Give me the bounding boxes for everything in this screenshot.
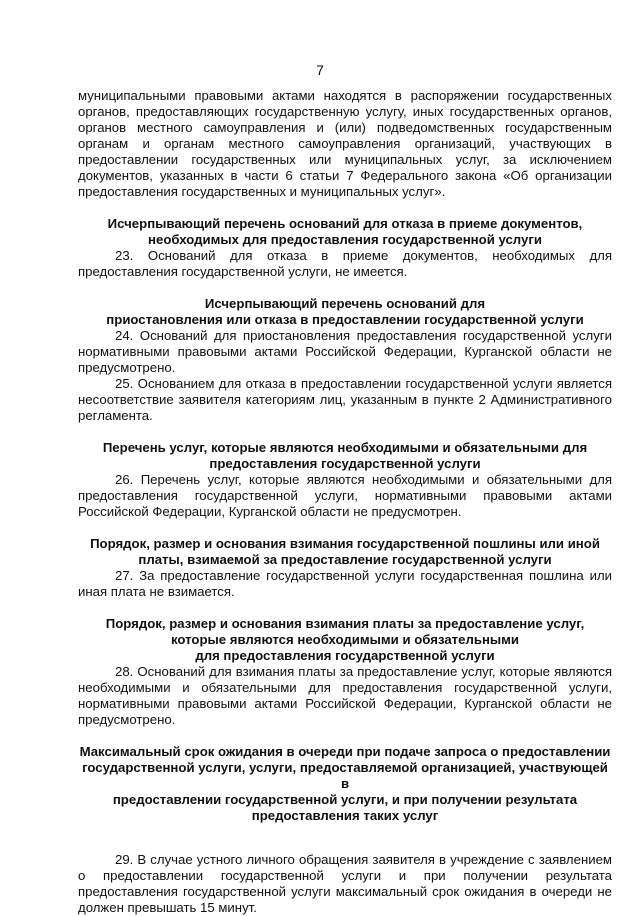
document-body <box>78 88 612 916</box>
paragraph-29: 29. В случае устного личного обращения заявителя в учреждение с заявлением о предоставлении государственной услуги и при получении результата предоставления государственной услуги максимальный срок ожидания в очереди не должен превышать 15 минут. <box>78 852 612 915</box>
paragraph-25: 25. Основанием для отказа в предоставлении государственной услуги является несоответствие заявителя категориям лиц, указанным в пункте 2 Административного регламента. <box>78 376 612 423</box>
paragraph-27: 27. За предоставление государственной услуги государственная пошлина или иная плата не взимается. <box>78 568 612 599</box>
section-heading: Максимальный срок ожидания в очереди при подаче запроса о предоставлении государственной услуги, услуги, предоставляемой организацией, участвующей в предоставлении государственной услуги, и при получении результата предоставления таких услуг <box>79 744 611 823</box>
intro-paragraph: муниципальными правовыми актами находятся в распоряжении государственных органов, предоставляющих государственную услугу, иных государственных органов, органов местного самоуправления и (или) подведомственных государственным органам и органам местного самоуправления организаций, участвующих в предоставлении государственных или муниципальных услуг, за исключением документов, указанных в части 6 статьи 7 Федерального закона «Об организации предоставления государственных и муниципальных услуг». <box>78 88 612 199</box>
page-number: 7 <box>316 62 324 78</box>
section-heading: Порядок, размер и основания взимания платы за предоставление услуг, которые являются необходимыми и обязательными для предоставления государственной услуги <box>105 616 585 663</box>
paragraph-23: 23. Оснований для отказа в приеме документов, необходимых для предоставления государственной услуги, не имеется. <box>78 248 612 279</box>
paragraph-28: 28. Оснований для взимания платы за предоставление услуг, которые являются необходимыми и обязательными для предоставления государственной услуги, нормативными правовыми актами Российской Федерации, Курганской области не предусмотрено. <box>78 664 612 727</box>
section-heading: Исчерпывающий перечень оснований для приостановления или отказа в предоставлении государственной услуги <box>106 296 584 327</box>
paragraph-26: 26. Перечень услуг, которые являются необходимыми и обязательными для предоставления государственной услуги, нормативными правовыми актами Российской Федерации, Курганской области не предусмотрен. <box>78 472 612 519</box>
section-heading: Исчерпывающий перечень оснований для отказа в приеме документов, необходимых для предоставления государственной услуги <box>107 216 583 247</box>
section-heading: Перечень услуг, которые являются необходимыми и обязательными для предоставления государственной услуги <box>102 440 588 471</box>
section-heading: Порядок, размер и основания взимания государственной пошлины или иной платы, взимаемой за предоставление государственной услуги <box>90 536 600 567</box>
paragraph-24: 24. Оснований для приостановления предоставления государственной услуги нормативными правовыми актами Российской Федерации, Курганской области не предусмотрено. <box>78 328 612 375</box>
